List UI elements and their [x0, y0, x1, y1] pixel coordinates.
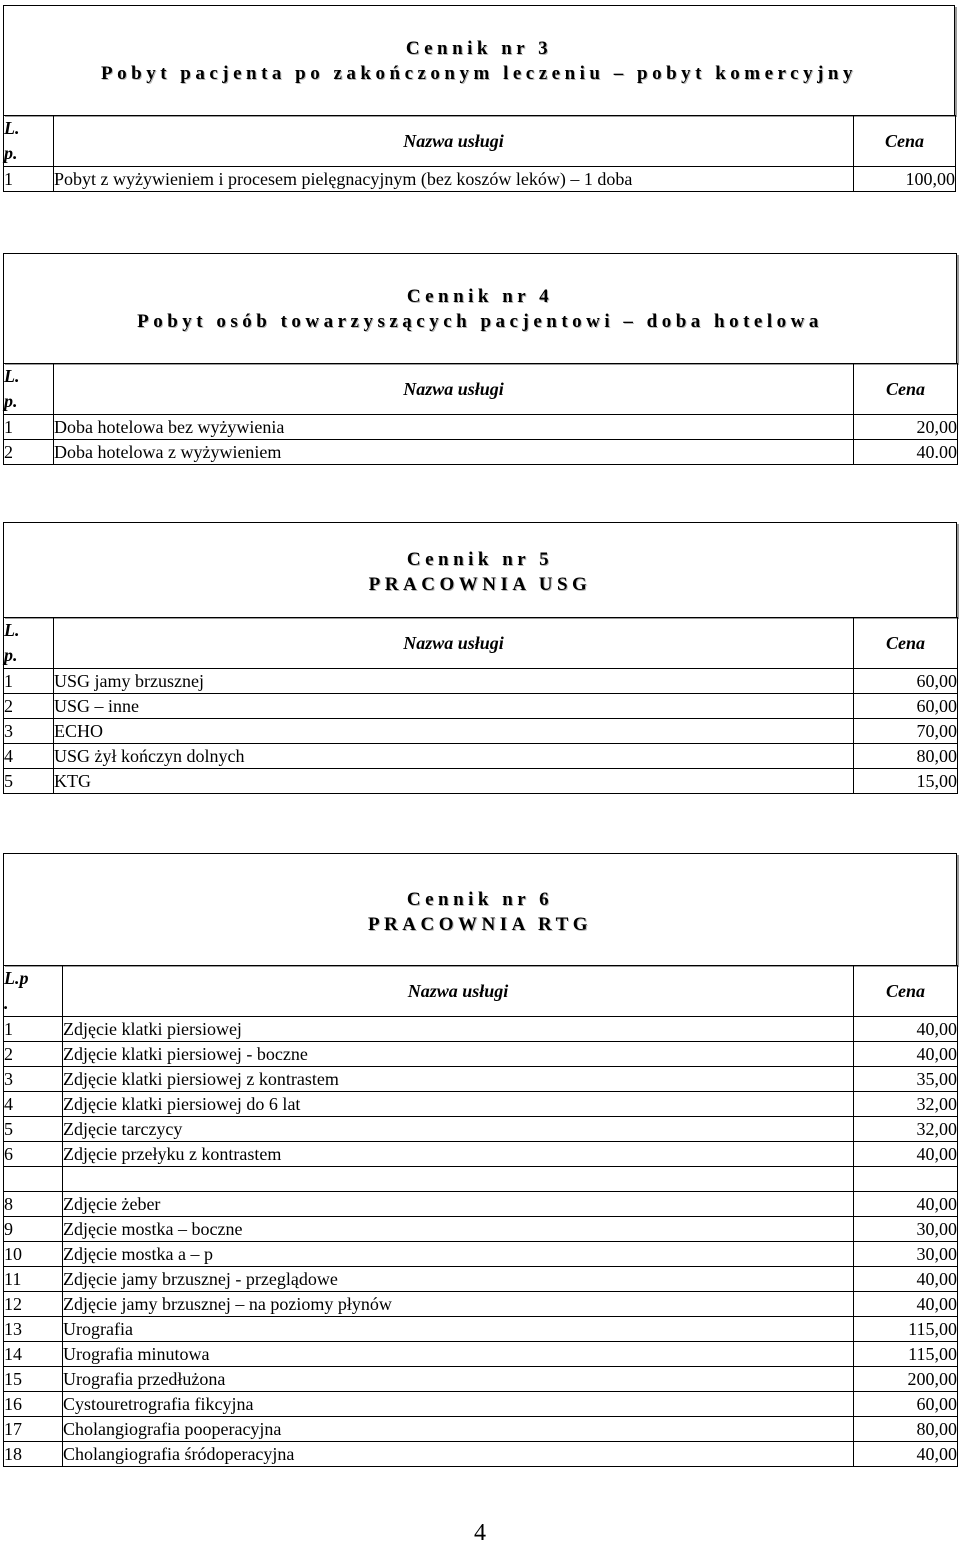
cennik-3-table: [3, 115, 956, 192]
page-number: 4: [474, 1520, 486, 1546]
table-row: [4, 1092, 958, 1117]
row-number: 5: [4, 769, 54, 794]
service-price: 115,00: [854, 1342, 958, 1367]
row-number: 1: [4, 669, 54, 694]
service-name: Zdjęcie klatki piersiowej - boczne: [63, 1042, 854, 1067]
service-price: 40,00: [854, 1042, 958, 1067]
row-number: 13: [4, 1317, 63, 1342]
row-number: 11: [4, 1267, 63, 1292]
service-price: 115,00: [854, 1317, 958, 1342]
row-number: 15: [4, 1367, 63, 1392]
row-number: 12: [4, 1292, 63, 1317]
header-lp: L. p.: [4, 618, 54, 669]
service-price: 35,00: [854, 1067, 958, 1092]
table-row: [4, 1292, 958, 1317]
table-row: [4, 1392, 958, 1417]
service-price: 100,00: [854, 167, 956, 192]
service-price: 60,00: [854, 669, 958, 694]
row-number: 16: [4, 1392, 63, 1417]
service-name: Cholangiografia pooperacyjna: [63, 1417, 854, 1442]
cennik-4-subtitle: Pobyt osób towarzyszących pacjentowi – doba hotelowa: [137, 311, 823, 332]
service-name: [63, 1167, 854, 1192]
service-name: Zdjęcie mostka a – p: [63, 1242, 854, 1267]
row-number: 2: [4, 1042, 63, 1067]
cennik-6-table: [3, 965, 958, 1467]
header-price: Cena: [854, 966, 958, 1017]
row-number: 3: [4, 1067, 63, 1092]
row-number: 1: [4, 1017, 63, 1042]
table-row: [4, 1067, 958, 1092]
table-row: [4, 769, 958, 794]
cennik-3-title: Cennik nr 3: [405, 38, 553, 59]
row-number: 17: [4, 1417, 63, 1442]
row-number: 5: [4, 1117, 63, 1142]
service-name: Urografia minutowa: [63, 1342, 854, 1367]
header-price: Cena: [854, 364, 958, 415]
cennik-5-table: [3, 617, 958, 794]
cennik-3-banner: [3, 5, 955, 115]
service-price: 30,00: [854, 1242, 958, 1267]
table-row: [4, 1042, 958, 1067]
row-number: 10: [4, 1242, 63, 1267]
table-row: [4, 167, 956, 192]
row-number: 8: [4, 1192, 63, 1217]
table-header-row: [4, 116, 956, 167]
header-price: Cena: [854, 618, 958, 669]
table-row: [4, 1017, 958, 1042]
service-name: USG żył kończyn dolnych: [54, 744, 854, 769]
service-price: 30,00: [854, 1217, 958, 1242]
cennik-4-banner: [3, 253, 957, 363]
service-price: 70,00: [854, 719, 958, 744]
service-name: Zdjęcie żeber: [63, 1192, 854, 1217]
service-name: Zdjęcie klatki piersiowej z kontrastem: [63, 1067, 854, 1092]
header-name: Nazwa usługi: [54, 618, 854, 669]
cennik-3-section: [3, 5, 956, 192]
service-name: Cystouretrografia fikcyjna: [63, 1392, 854, 1417]
table-row: [4, 719, 958, 744]
cennik-5-title: Cennik nr 5: [406, 549, 554, 570]
service-name: Doba hotelowa bez wyżywienia: [54, 415, 854, 440]
service-price: 40.00: [854, 440, 958, 465]
table-row: [4, 440, 958, 465]
table-row: [4, 1242, 958, 1267]
service-name: Pobyt z wyżywieniem i procesem pielęgnacyjnym (bez koszów leków) – 1 doba: [54, 167, 854, 192]
header-name: Nazwa usługi: [54, 364, 854, 415]
service-price: 40,00: [854, 1267, 958, 1292]
row-number: 3: [4, 719, 54, 744]
table-row: [4, 669, 958, 694]
service-price: 32,00: [854, 1117, 958, 1142]
table-row: [4, 415, 958, 440]
cennik-6-section: [3, 853, 958, 1467]
service-price: 80,00: [854, 1417, 958, 1442]
service-name: Urografia przedłużona: [63, 1367, 854, 1392]
service-name: KTG: [54, 769, 854, 794]
service-price: 40,00: [854, 1192, 958, 1217]
row-number: 1: [4, 415, 54, 440]
cennik-5-subtitle: PRACOWNIA USG: [368, 574, 592, 595]
row-number: 18: [4, 1442, 63, 1467]
cennik-4-table: [3, 363, 958, 465]
row-number: 4: [4, 744, 54, 769]
service-price: 40,00: [854, 1017, 958, 1042]
cennik-5-banner: [3, 522, 957, 617]
service-price: 60,00: [854, 694, 958, 719]
header-lp: L. p.: [4, 116, 54, 167]
header-name: Nazwa usługi: [54, 116, 854, 167]
cennik-5-section: [3, 522, 958, 794]
service-price: [854, 1167, 958, 1192]
header-lp: L.p .: [4, 966, 63, 1017]
service-name: Zdjęcie klatki piersiowej: [63, 1017, 854, 1042]
table-row: [4, 1342, 958, 1367]
table-row: [4, 744, 958, 769]
table-row: [4, 1367, 958, 1392]
service-name: USG jamy brzusznej: [54, 669, 854, 694]
row-number: 1: [4, 167, 54, 192]
table-row: [4, 694, 958, 719]
service-name: Zdjęcie jamy brzusznej – na poziomy płynów: [63, 1292, 854, 1317]
service-price: 32,00: [854, 1092, 958, 1117]
header-lp: L. p.: [4, 364, 54, 415]
cennik-3-subtitle: Pobyt pacjenta po zakończonym leczeniu – pobyt komercyjny: [101, 63, 857, 84]
table-row: [4, 1442, 958, 1467]
service-price: 40,00: [854, 1442, 958, 1467]
service-name: USG – inne: [54, 694, 854, 719]
header-name: Nazwa usługi: [63, 966, 854, 1017]
table-row: [4, 1267, 958, 1292]
service-price: 60,00: [854, 1392, 958, 1417]
service-name: Zdjęcie tarczycy: [63, 1117, 854, 1142]
row-number: 2: [4, 694, 54, 719]
service-name: Doba hotelowa z wyżywieniem: [54, 440, 854, 465]
cennik-6-banner: [3, 853, 957, 965]
service-name: Zdjęcie mostka – boczne: [63, 1217, 854, 1242]
table-row: [4, 1117, 958, 1142]
service-name: ECHO: [54, 719, 854, 744]
cennik-4-title: Cennik nr 4: [406, 286, 554, 307]
cennik-6-subtitle: PRACOWNIA RTG: [367, 914, 593, 935]
table-header-row: [4, 618, 958, 669]
row-number: 6: [4, 1142, 63, 1167]
header-price: Cena: [854, 116, 956, 167]
service-price: 20,00: [854, 415, 958, 440]
service-name: Zdjęcie klatki piersiowej do 6 lat: [63, 1092, 854, 1117]
service-name: Urografia: [63, 1317, 854, 1342]
cennik-6-title: Cennik nr 6: [406, 889, 554, 910]
table-row: [4, 1142, 958, 1167]
table-row: [4, 1317, 958, 1342]
row-number: [4, 1167, 63, 1192]
table-header-row: [4, 966, 958, 1017]
service-price: 40,00: [854, 1292, 958, 1317]
table-header-row: [4, 364, 958, 415]
service-name: Cholangiografia śródoperacyjna: [63, 1442, 854, 1467]
table-row: [4, 1417, 958, 1442]
service-name: Zdjęcie jamy brzusznej - przeglądowe: [63, 1267, 854, 1292]
service-price: 200,00: [854, 1367, 958, 1392]
table-row: [4, 1192, 958, 1217]
row-number: 14: [4, 1342, 63, 1367]
row-number: 2: [4, 440, 54, 465]
row-number: 4: [4, 1092, 63, 1117]
cennik-4-section: [3, 253, 958, 465]
table-row: [4, 1217, 958, 1242]
row-number: 9: [4, 1217, 63, 1242]
service-price: 15,00: [854, 769, 958, 794]
service-price: 80,00: [854, 744, 958, 769]
service-name: Zdjęcie przełyku z kontrastem: [63, 1142, 854, 1167]
service-price: 40,00: [854, 1142, 958, 1167]
table-row: [4, 1167, 958, 1192]
